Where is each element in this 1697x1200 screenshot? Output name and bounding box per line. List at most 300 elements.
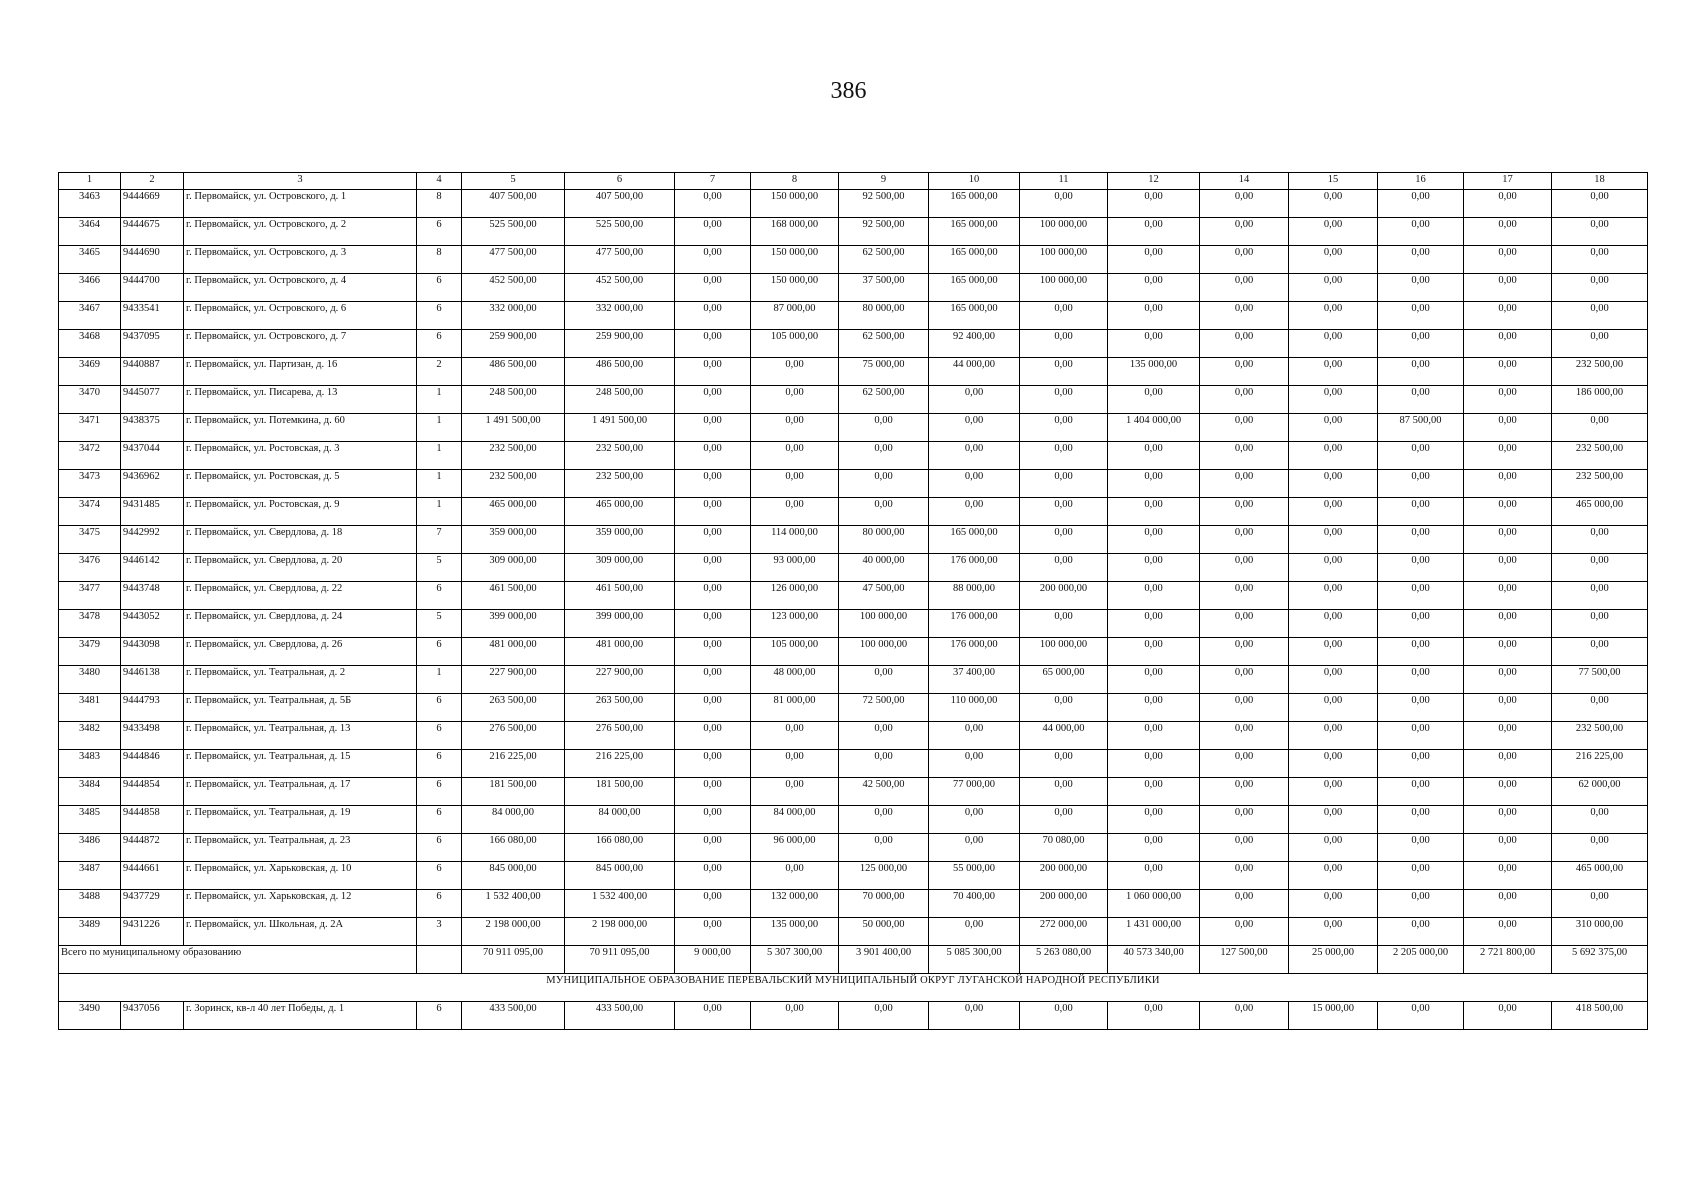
table-cell: 0,00 — [1108, 834, 1200, 862]
table-cell: 44 000,00 — [1020, 722, 1108, 750]
table-cell: 3463 — [59, 190, 121, 218]
table-cell: 0,00 — [1200, 610, 1289, 638]
table-cell: 0,00 — [1020, 778, 1108, 806]
table-cell: 77 000,00 — [929, 778, 1020, 806]
table-row — [59, 778, 1648, 806]
table-cell: 84 000,00 — [751, 806, 839, 834]
table-cell: 135 000,00 — [1108, 358, 1200, 386]
total-value: 5 263 080,00 — [1020, 946, 1108, 974]
table-cell: 0,00 — [1378, 246, 1464, 274]
table-cell: 0,00 — [751, 358, 839, 386]
table-cell: 132 000,00 — [751, 890, 839, 918]
table-cell: 0,00 — [839, 414, 929, 442]
table-cell: 9438375 — [121, 414, 184, 442]
table-cell: 0,00 — [1020, 554, 1108, 582]
table-row — [59, 274, 1648, 302]
table-cell: 93 000,00 — [751, 554, 839, 582]
table-cell: 6 — [417, 694, 462, 722]
table-cell: 232 500,00 — [1552, 470, 1648, 498]
table-cell: 0,00 — [1378, 694, 1464, 722]
table-cell: 9437095 — [121, 330, 184, 358]
table-cell: 166 080,00 — [565, 834, 675, 862]
table-cell: 0,00 — [675, 610, 751, 638]
table-cell: 0,00 — [1200, 1002, 1289, 1030]
table-row — [59, 638, 1648, 666]
table-cell: 6 — [417, 1002, 462, 1030]
register-table — [58, 172, 1648, 1030]
table-cell: 0,00 — [929, 386, 1020, 414]
table-cell: 0,00 — [1552, 330, 1648, 358]
table-row — [59, 414, 1648, 442]
table-cell: 845 000,00 — [565, 862, 675, 890]
table-cell: 62 000,00 — [1552, 778, 1648, 806]
total-value: 70 911 095,00 — [565, 946, 675, 974]
table-cell: 0,00 — [1200, 442, 1289, 470]
table-cell: 62 500,00 — [839, 386, 929, 414]
table-cell: 0,00 — [1108, 778, 1200, 806]
total-value: 5 085 300,00 — [929, 946, 1020, 974]
table-row — [59, 218, 1648, 246]
table-cell: 9444661 — [121, 862, 184, 890]
table-cell: 0,00 — [1464, 722, 1552, 750]
table-cell: 0,00 — [1108, 610, 1200, 638]
table-cell: 37 400,00 — [929, 666, 1020, 694]
table-cell: 0,00 — [1200, 218, 1289, 246]
table-cell: 0,00 — [1020, 414, 1108, 442]
table-cell: 0,00 — [1289, 890, 1378, 918]
table-cell: 0,00 — [675, 414, 751, 442]
table-cell: 0,00 — [1200, 470, 1289, 498]
table-cell: 232 500,00 — [462, 470, 565, 498]
table-cell: 0,00 — [1378, 862, 1464, 890]
total-value: 25 000,00 — [1289, 946, 1378, 974]
table-cell: 9444858 — [121, 806, 184, 834]
table-cell: 0,00 — [1464, 358, 1552, 386]
table-cell: 0,00 — [1200, 330, 1289, 358]
table-cell: 3482 — [59, 722, 121, 750]
table-cell: 0,00 — [1289, 218, 1378, 246]
table-cell: 6 — [417, 750, 462, 778]
table-cell: 0,00 — [1020, 302, 1108, 330]
table-cell: 0,00 — [1200, 274, 1289, 302]
table-cell: 0,00 — [675, 470, 751, 498]
table-row — [59, 862, 1648, 890]
table-cell: 0,00 — [1020, 190, 1108, 218]
table-cell: 100 000,00 — [1020, 274, 1108, 302]
table-cell: 80 000,00 — [839, 302, 929, 330]
table-cell: 1 — [417, 414, 462, 442]
table-cell: 259 900,00 — [565, 330, 675, 358]
table-row — [59, 470, 1648, 498]
table-cell: г. Первомайск, ул. Островского, д. 4 — [184, 274, 417, 302]
table-cell: 477 500,00 — [565, 246, 675, 274]
table-cell: 845 000,00 — [462, 862, 565, 890]
table-row — [59, 806, 1648, 834]
table-cell: 88 000,00 — [929, 582, 1020, 610]
table-cell: 1 — [417, 470, 462, 498]
table-cell: 6 — [417, 638, 462, 666]
table-cell: 2 — [417, 358, 462, 386]
table-cell: г. Первомайск, ул. Свердлова, д. 18 — [184, 526, 417, 554]
table-cell: 461 500,00 — [565, 582, 675, 610]
table-cell: 0,00 — [751, 414, 839, 442]
table-cell: г. Первомайск, ул. Свердлова, д. 22 — [184, 582, 417, 610]
table-cell: 232 500,00 — [565, 470, 675, 498]
table-cell: 0,00 — [751, 722, 839, 750]
table-cell: 465 000,00 — [1552, 862, 1648, 890]
table-cell: 0,00 — [1289, 834, 1378, 862]
table-cell: 3467 — [59, 302, 121, 330]
table-cell: 0,00 — [675, 274, 751, 302]
table-cell: 105 000,00 — [751, 330, 839, 358]
table-cell: 407 500,00 — [565, 190, 675, 218]
table-cell: 0,00 — [1378, 582, 1464, 610]
table-cell: 309 000,00 — [462, 554, 565, 582]
table-cell: 359 000,00 — [462, 526, 565, 554]
table-cell: 80 000,00 — [839, 526, 929, 554]
table-cell: 176 000,00 — [929, 638, 1020, 666]
table-cell: 166 080,00 — [462, 834, 565, 862]
table-cell: 276 500,00 — [565, 722, 675, 750]
table-cell: 0,00 — [751, 442, 839, 470]
table-cell: 0,00 — [1464, 442, 1552, 470]
table-cell: 0,00 — [1020, 806, 1108, 834]
table-row — [59, 302, 1648, 330]
column-number: 2 — [121, 173, 184, 190]
table-row — [59, 834, 1648, 862]
table-cell: 186 000,00 — [1552, 386, 1648, 414]
table-cell: г. Первомайск, ул. Островского, д. 2 — [184, 218, 417, 246]
table-cell: 0,00 — [1464, 190, 1552, 218]
table-cell: г. Первомайск, ул. Ростовская, д. 3 — [184, 442, 417, 470]
table-cell: 0,00 — [1464, 918, 1552, 946]
table-cell: 3476 — [59, 554, 121, 582]
table-cell: 0,00 — [929, 918, 1020, 946]
table-cell: 0,00 — [1108, 498, 1200, 526]
table-cell: 0,00 — [1552, 218, 1648, 246]
column-number: 17 — [1464, 173, 1552, 190]
table-cell: 200 000,00 — [1020, 582, 1108, 610]
table-cell: 0,00 — [1289, 918, 1378, 946]
column-number: 9 — [839, 173, 929, 190]
table-cell: 0,00 — [1289, 190, 1378, 218]
table-cell: 0,00 — [751, 1002, 839, 1030]
table-cell: 9442992 — [121, 526, 184, 554]
table-cell: 50 000,00 — [839, 918, 929, 946]
table-cell: г. Первомайск, ул. Театральная, д. 2 — [184, 666, 417, 694]
table-cell: 0,00 — [839, 442, 929, 470]
table-cell: 0,00 — [1108, 1002, 1200, 1030]
table-cell: 3473 — [59, 470, 121, 498]
table-cell: 0,00 — [1378, 274, 1464, 302]
table-cell: 452 500,00 — [565, 274, 675, 302]
table-row — [59, 246, 1648, 274]
table-cell: 0,00 — [1464, 610, 1552, 638]
table-cell: 0,00 — [929, 498, 1020, 526]
table-cell: 135 000,00 — [751, 918, 839, 946]
table-cell: 418 500,00 — [1552, 1002, 1648, 1030]
table-cell: 0,00 — [1378, 918, 1464, 946]
table-cell: 0,00 — [1464, 526, 1552, 554]
table-cell: 9444872 — [121, 834, 184, 862]
table-cell: г. Первомайск, ул. Театральная, д. 17 — [184, 778, 417, 806]
table-cell: 216 225,00 — [1552, 750, 1648, 778]
page-number: 386 — [830, 78, 867, 104]
table-cell: 0,00 — [929, 806, 1020, 834]
table-cell: 0,00 — [1289, 554, 1378, 582]
table-cell: 2 198 000,00 — [462, 918, 565, 946]
table-cell: 0,00 — [1552, 582, 1648, 610]
table-cell: 0,00 — [1289, 750, 1378, 778]
table-cell: 0,00 — [675, 302, 751, 330]
table-cell: 0,00 — [1200, 386, 1289, 414]
table-cell: 0,00 — [1289, 498, 1378, 526]
table-cell: 0,00 — [1108, 330, 1200, 358]
table-cell: 44 000,00 — [929, 358, 1020, 386]
table-cell: 100 000,00 — [839, 610, 929, 638]
table-cell: 0,00 — [1464, 386, 1552, 414]
table-cell: 8 — [417, 246, 462, 274]
column-number: 18 — [1552, 173, 1648, 190]
table-cell: 0,00 — [1108, 386, 1200, 414]
table-cell: 452 500,00 — [462, 274, 565, 302]
table-cell: г. Первомайск, ул. Островского, д. 1 — [184, 190, 417, 218]
table-cell: 92 400,00 — [929, 330, 1020, 358]
table-cell: 399 000,00 — [462, 610, 565, 638]
table-cell: 181 500,00 — [565, 778, 675, 806]
table-cell: 6 — [417, 806, 462, 834]
table-cell: г. Первомайск, ул. Ростовская, д. 9 — [184, 498, 417, 526]
table-cell: 0,00 — [1200, 806, 1289, 834]
table-cell: 81 000,00 — [751, 694, 839, 722]
table-cell: 0,00 — [1200, 358, 1289, 386]
table-cell: 5 — [417, 554, 462, 582]
table-cell: 0,00 — [1464, 330, 1552, 358]
table-cell: 3470 — [59, 386, 121, 414]
table-cell: 0,00 — [1020, 526, 1108, 554]
table-cell: 227 900,00 — [462, 666, 565, 694]
table-cell: 3480 — [59, 666, 121, 694]
table-cell: 263 500,00 — [462, 694, 565, 722]
table-cell: 168 000,00 — [751, 218, 839, 246]
table-cell: 0,00 — [839, 750, 929, 778]
table-cell: 272 000,00 — [1020, 918, 1108, 946]
table-cell: 3483 — [59, 750, 121, 778]
table-cell: 1 — [417, 386, 462, 414]
table-cell: 2 198 000,00 — [565, 918, 675, 946]
table-row — [59, 890, 1648, 918]
table-cell: 407 500,00 — [462, 190, 565, 218]
table-row — [59, 498, 1648, 526]
total-value: 5 692 375,00 — [1552, 946, 1648, 974]
table-cell: 0,00 — [1020, 750, 1108, 778]
table-cell: 0,00 — [1200, 722, 1289, 750]
table-cell: 465 000,00 — [462, 498, 565, 526]
table-cell: 0,00 — [1020, 610, 1108, 638]
table-cell: 6 — [417, 722, 462, 750]
table-cell: 0,00 — [675, 778, 751, 806]
table-cell: 0,00 — [675, 554, 751, 582]
table-cell: 0,00 — [1378, 1002, 1464, 1030]
table-cell: 0,00 — [675, 190, 751, 218]
table-cell: 1 060 000,00 — [1108, 890, 1200, 918]
table-cell: 3472 — [59, 442, 121, 470]
table-cell: 200 000,00 — [1020, 862, 1108, 890]
table-cell: 165 000,00 — [929, 526, 1020, 554]
column-number: 6 — [565, 173, 675, 190]
table-cell: 0,00 — [1464, 806, 1552, 834]
table-cell: 0,00 — [1289, 274, 1378, 302]
table-cell: 1 404 000,00 — [1108, 414, 1200, 442]
table-cell: 0,00 — [1464, 834, 1552, 862]
table-cell: 165 000,00 — [929, 218, 1020, 246]
table-cell: 0,00 — [1289, 582, 1378, 610]
table-cell: 0,00 — [1289, 806, 1378, 834]
table-cell: 0,00 — [1108, 526, 1200, 554]
table-row — [59, 750, 1648, 778]
table-cell: 9446138 — [121, 666, 184, 694]
table-cell: 84 000,00 — [462, 806, 565, 834]
column-number: 3 — [184, 173, 417, 190]
table-cell: 3474 — [59, 498, 121, 526]
table-cell: 263 500,00 — [565, 694, 675, 722]
table-cell: 40 000,00 — [839, 554, 929, 582]
table-cell: 0,00 — [1464, 750, 1552, 778]
table-cell: 0,00 — [751, 386, 839, 414]
table-cell: 9433541 — [121, 302, 184, 330]
table-cell: 359 000,00 — [565, 526, 675, 554]
table-row — [59, 1002, 1648, 1030]
table-cell: 0,00 — [839, 666, 929, 694]
table-cell: 0,00 — [675, 246, 751, 274]
table-cell: г. Первомайск, ул. Театральная, д. 13 — [184, 722, 417, 750]
table-cell: 0,00 — [1200, 246, 1289, 274]
table-cell: 9431226 — [121, 918, 184, 946]
table-cell: г. Первомайск, ул. Ростовская, д. 5 — [184, 470, 417, 498]
table-cell: 165 000,00 — [929, 246, 1020, 274]
table-cell: 0,00 — [1200, 694, 1289, 722]
table-row — [59, 190, 1648, 218]
table-cell: 0,00 — [675, 750, 751, 778]
table-cell: 3485 — [59, 806, 121, 834]
table-cell: 0,00 — [1200, 666, 1289, 694]
table-cell: 486 500,00 — [462, 358, 565, 386]
total-value: 3 901 400,00 — [839, 946, 929, 974]
table-cell: 0,00 — [1552, 414, 1648, 442]
table-cell: 0,00 — [1020, 330, 1108, 358]
column-number: 12 — [1108, 173, 1200, 190]
table-cell: 0,00 — [1289, 778, 1378, 806]
table-cell: 0,00 — [1108, 470, 1200, 498]
total-value: 40 573 340,00 — [1108, 946, 1200, 974]
table-cell: 0,00 — [1464, 778, 1552, 806]
table-cell: 332 000,00 — [565, 302, 675, 330]
table-cell: 0,00 — [675, 918, 751, 946]
table-cell: 0,00 — [1020, 470, 1108, 498]
table-row — [59, 610, 1648, 638]
table-cell: г. Первомайск, ул. Театральная, д. 19 — [184, 806, 417, 834]
table-cell: 0,00 — [1200, 778, 1289, 806]
table-cell: 0,00 — [1378, 218, 1464, 246]
table-cell: 0,00 — [1378, 778, 1464, 806]
table-cell: 72 500,00 — [839, 694, 929, 722]
table-cell: 0,00 — [751, 862, 839, 890]
column-number: 16 — [1378, 173, 1464, 190]
table-cell: 216 225,00 — [565, 750, 675, 778]
section-title: МУНИЦИПАЛЬНОЕ ОБРАЗОВАНИЕ ПЕРЕВАЛЬСКИЙ МУНИЦИПАЛЬНЫЙ ОКРУГ ЛУГАНСКОЙ НАРОДНОЙ РЕСПУБЛИКИ — [59, 974, 1648, 1002]
table-cell: 0,00 — [675, 862, 751, 890]
table-cell: 9443098 — [121, 638, 184, 666]
table-cell: 6 — [417, 890, 462, 918]
table-cell: 87 000,00 — [751, 302, 839, 330]
table-cell: 0,00 — [1378, 190, 1464, 218]
table-cell: г. Первомайск, ул. Школьная, д. 2А — [184, 918, 417, 946]
table-cell: 0,00 — [1108, 302, 1200, 330]
table-cell: 276 500,00 — [462, 722, 565, 750]
table-cell: 176 000,00 — [929, 610, 1020, 638]
table-body — [59, 173, 1648, 1030]
table-cell: 481 000,00 — [565, 638, 675, 666]
table-cell: 0,00 — [1378, 890, 1464, 918]
table-cell: 0,00 — [675, 666, 751, 694]
table-cell: 105 000,00 — [751, 638, 839, 666]
table-cell: 0,00 — [675, 722, 751, 750]
table-cell: 232 500,00 — [462, 442, 565, 470]
table-cell: 0,00 — [1464, 414, 1552, 442]
table-cell: 0,00 — [1378, 666, 1464, 694]
table-cell: 75 000,00 — [839, 358, 929, 386]
table-cell: 0,00 — [1378, 358, 1464, 386]
table-cell: г. Первомайск, ул. Свердлова, д. 24 — [184, 610, 417, 638]
table-cell: г. Первомайск, ул. Островского, д. 7 — [184, 330, 417, 358]
column-number: 11 — [1020, 173, 1108, 190]
table-cell: 165 000,00 — [929, 302, 1020, 330]
table-cell: 0,00 — [1552, 890, 1648, 918]
table-row — [59, 358, 1648, 386]
column-number: 14 — [1200, 173, 1289, 190]
table-cell: 8 — [417, 190, 462, 218]
table-cell: 123 000,00 — [751, 610, 839, 638]
table-cell: 9443748 — [121, 582, 184, 610]
table-cell: 9444700 — [121, 274, 184, 302]
table-cell: 6 — [417, 330, 462, 358]
table-cell: 0,00 — [1378, 302, 1464, 330]
table-cell: 65 000,00 — [1020, 666, 1108, 694]
table-row — [59, 918, 1648, 946]
table-cell: 9436962 — [121, 470, 184, 498]
table-cell: 465 000,00 — [1552, 498, 1648, 526]
table-row — [59, 386, 1648, 414]
table-cell: 0,00 — [1552, 610, 1648, 638]
column-number: 10 — [929, 173, 1020, 190]
table-row — [59, 722, 1648, 750]
column-number: 7 — [675, 173, 751, 190]
table-cell: 3486 — [59, 834, 121, 862]
table-cell: 0,00 — [1378, 750, 1464, 778]
table-cell: 0,00 — [1464, 246, 1552, 274]
table-cell: 6 — [417, 778, 462, 806]
table-cell: 3481 — [59, 694, 121, 722]
table-cell: 332 000,00 — [462, 302, 565, 330]
table-cell: г. Первомайск, ул. Свердлова, д. 26 — [184, 638, 417, 666]
table-cell: 0,00 — [1289, 470, 1378, 498]
total-value: 5 307 300,00 — [751, 946, 839, 974]
table-cell: 0,00 — [839, 722, 929, 750]
table-cell: 0,00 — [1289, 442, 1378, 470]
table-cell: 3484 — [59, 778, 121, 806]
table-cell: 0,00 — [1200, 918, 1289, 946]
table-cell: 0,00 — [675, 694, 751, 722]
